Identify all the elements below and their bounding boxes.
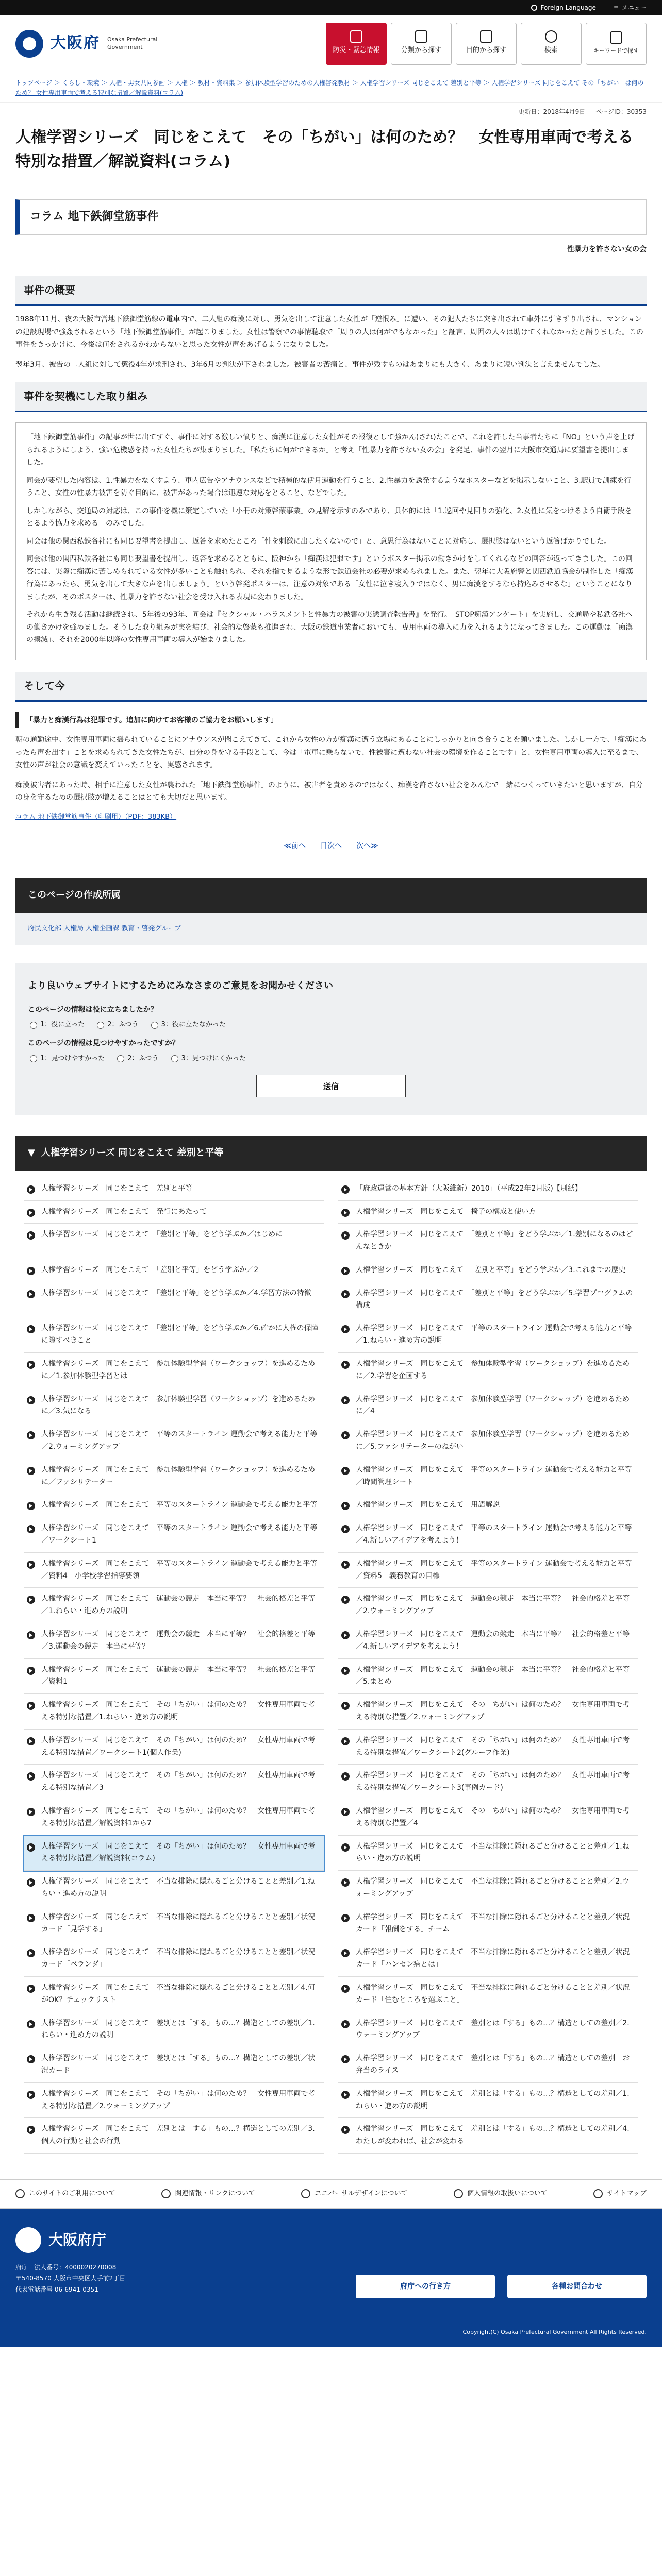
series-list (15, 1171, 647, 2159)
series-list-item[interactable] (338, 1353, 638, 1388)
series-list-item[interactable] (338, 1178, 638, 1201)
efforts-paragraph: 「地下鉄御堂筋事件」の記事が世に出てすぐ、事件に対する激しい憤りと、痴漢に注意した女性がその報復として強かん(され)たことで、これを許した当事者たちに「NO」という声を上げられるようにしよう、強い危機感を持った女性たちが集まりました。「私たちに何ができるか」と考え「性暴力を許さない女の会」を発足、事件の翌月に大阪市交通局に要望書を提出しました。 (26, 433, 635, 467)
dept-link[interactable]: 府民文化部 人権局 人権企画課 教育・啓発グループ (28, 924, 181, 933)
footer-link[interactable] (161, 2188, 255, 2200)
series-list-item[interactable] (338, 1871, 638, 1906)
arrow-right-icon (27, 1667, 35, 1675)
series-link[interactable]: 人権学習シリーズ 同じをこえて 不当な排除に隠れるごと分けることと差別／1.ねらい・進め方の説明 (356, 1842, 630, 1863)
arrow-right-icon (341, 1596, 350, 1604)
section-heading-now: そして今 (15, 672, 647, 702)
series-link[interactable]: 人権学習シリーズ 同じをこえて その「ちがい」は何のため？ 女性専用車両で考える特別な措置／解説資料(コラム) (41, 1842, 316, 1863)
footer-link-label: ユニバーサルデザインについて (315, 2189, 408, 2197)
arrow-right-icon (341, 1878, 350, 1887)
arrow-right-icon (341, 1502, 350, 1510)
series-link[interactable]: 人権学習シリーズ 同じをこえて 参加体験型学習（ワークショップ）を進めるために／2.学習を企画する (356, 1360, 630, 1380)
foreign-language-label: Foreign Language (540, 4, 596, 11)
series-list-item[interactable] (338, 1224, 638, 1259)
series-link[interactable]: 人権学習シリーズ 同じをこえて その「ちがい」は何のため？ 女性専用車両で考える特別な措置／4 (356, 1806, 630, 1827)
arrow-right-icon (341, 2055, 350, 2063)
series-list-item[interactable] (24, 1317, 324, 1353)
series-list-item[interactable] (24, 2118, 324, 2154)
arrow-right-icon (27, 1561, 35, 1569)
arrow-right-icon (341, 1949, 350, 1957)
series-link[interactable]: 人権学習シリーズ 同じをこえて その「ちがい」は何のため？ 女性専用車両で考える特別な措置／ワークシート2(グループ作業) (356, 1736, 630, 1757)
series-link[interactable]: 人権学習シリーズ 同じをこえて 参加体験型学習（ワークショップ）を進めるために／3.気になる (41, 1395, 316, 1416)
search-label: 検索 (544, 46, 558, 55)
series-list-item[interactable] (24, 1388, 324, 1424)
column-signature: 性暴力を許さない女の会 (567, 245, 647, 253)
series-list-item[interactable] (24, 1494, 324, 1517)
disaster-info-button[interactable] (326, 23, 387, 65)
series-link[interactable]: 人権学習シリーズ 同じをこえて 平等のスタートライン 運動会で考える能力と平等 (41, 1501, 318, 1510)
arrow-right-icon (341, 1667, 350, 1675)
footer-link-label: サイトマップ (607, 2189, 647, 2197)
series-list-item[interactable] (338, 1906, 638, 1942)
survey-form (15, 963, 647, 1115)
series-link[interactable]: 「府政運営の基本方針（大阪維新）2010」（平成22年2月版)【別紙】 (356, 1184, 582, 1193)
series-link[interactable]: 人権学習シリーズ 同じをこえて 差別とは「する」もの…？構造としての差別 お弁当のライス (356, 2054, 630, 2075)
keyword-search-button[interactable] (586, 23, 647, 65)
series-list-item[interactable] (338, 1423, 638, 1459)
series-list-item[interactable] (24, 1871, 324, 1906)
series-list-item[interactable] (24, 1517, 324, 1553)
updated-date: 更新日：2018年4月9日 (518, 108, 586, 116)
lock-icon (454, 2189, 463, 2198)
overview-paragraph-1: 1988年11月、夜の大阪市営地下鉄御堂筋線の電車内で、二人組の痴漢に対し、勇気を出して注意した女性が「逆恨み」に遭い、その犯人たちに突き出されて車外に引きずり出され、マンションの建設現場で強姦されるという「地下鉄御堂筋事件」が起こりました。女性は警察での事情聴取で「周りの人は何がでもなかった」と証言、周囲の人々は助けてくれなかったと語りました。この事件をきっかけに、今後は何をされるかわからないと思った女性が声をあげるようになりました。 (15, 315, 643, 349)
series-list-item[interactable] (338, 1765, 638, 1800)
keyword-search-label: キーワードで探す (593, 47, 639, 54)
series-list-item[interactable] (24, 1459, 324, 1495)
arrow-right-icon (341, 2126, 350, 2134)
arrow-right-icon (27, 1702, 35, 1710)
series-list-item[interactable] (24, 1623, 324, 1659)
series-link[interactable]: 人権学習シリーズ 同じをこえて 運動会の競走 本当に平等？ 社会的格差と平等／3.運動会の競走 本当に平等？ (41, 1630, 316, 1651)
series-list-item[interactable] (338, 2047, 638, 2083)
arrow-right-icon (27, 1772, 35, 1781)
radio-button[interactable] (30, 1055, 37, 1062)
series-link[interactable]: 人権学習シリーズ 同じをこえて 平等のスタートライン 運動会で考える能力と平等／2.ウォーミングアップ (41, 1430, 318, 1451)
series-list-item[interactable] (338, 1977, 638, 2012)
arrow-right-icon (341, 1914, 350, 1922)
now-paragraph-1: 朝の通勤途中、女性専用車両に揺られていることにアナウンスが聞こえてきて、これから女性の方が痴漢に遭う立場にあることにしっかりと向き合うことを願いました。しかし一方で、「痴漢にあったら声を出す」ことを求められてきた女性たちが、自分の身を守る手段として、今は「電車に乗らないで、性被害に遭わない社会の環境を作ることです」と、女性専用車両の導入に至るまで、女性の声が社会の意識を変えていったことを、実感されます。 (15, 736, 647, 770)
arrow-right-icon (341, 1325, 350, 1333)
series-link[interactable]: 人権学習シリーズ 同じをこえて 運動会の競走 本当に平等？ 社会的格差と平等／資料1 (41, 1665, 316, 1686)
series-link[interactable]: 人権学習シリーズ 同じをこえて 不当な排除に隠れるごと分けることと差別／状況カード「ハンセン病とは」 (356, 1948, 630, 1969)
footer-corp-number: 法人番号：4000020270008 (34, 2263, 117, 2271)
access-button[interactable]: 府庁への行き方 (356, 2275, 495, 2298)
series-list-item[interactable] (24, 1553, 324, 1588)
series-list-item[interactable] (338, 1941, 638, 1977)
series-list-item[interactable] (338, 1317, 638, 1353)
series-list-item[interactable] (338, 1459, 638, 1495)
series-link[interactable]: 人権学習シリーズ 同じをこえて その「ちがい」は何のため？ 女性専用車両で考える特別な措置／2.ウォーミングアップ (41, 2089, 316, 2110)
series-link[interactable]: 人権学習シリーズ 同じをこえて 運動会の競走 本当に平等？ 社会的格差と平等／2.ウォーミングアップ (356, 1595, 630, 1616)
arrow-right-icon (27, 1985, 35, 1993)
arrow-right-icon (341, 1525, 350, 1533)
series-link[interactable]: 人権学習シリーズ 同じをこえて 差別とは「する」もの…？構造としての差別／4.わたしが変われば、社会が変わる (356, 2125, 630, 2146)
series-link[interactable]: 人権学習シリーズ 同じをこえて 差別とは「する」もの…？構造としての差別／3.個人の行動と社会の行動 (41, 2125, 315, 2146)
option-label: 3：見つけにくかった (181, 1054, 246, 1062)
option-label: 3：役に立たなかった (161, 1021, 226, 1029)
footer-dept: 府庁 (15, 2263, 28, 2271)
series-link[interactable]: 人権学習シリーズ 同じをこえて 平等のスタートライン 運動会で考える能力と平等／資料4 小学校学習指導要領 (41, 1559, 318, 1580)
series-list-item[interactable] (338, 1588, 638, 1623)
series-list-item[interactable] (338, 1259, 638, 1282)
series-list-item[interactable] (24, 1282, 324, 1318)
radio-button[interactable] (30, 1022, 37, 1029)
series-list-item[interactable] (24, 1353, 324, 1388)
site-footer (0, 2209, 662, 2328)
radio-button[interactable] (151, 1022, 158, 1029)
arrow-right-icon (27, 1596, 35, 1604)
series-link[interactable]: 人権学習シリーズ 同じをこえて 不当な排除に隠れるごと分けることと差別／4.何がOK？チェックリスト (41, 1983, 315, 2004)
series-list-item[interactable] (338, 1282, 638, 1318)
efforts-box (15, 422, 647, 660)
keyboard-icon (610, 31, 622, 44)
contact-button[interactable]: 各種お問合わせ (507, 2275, 647, 2298)
series-link[interactable]: 人権学習シリーズ 同じをこえて 差別とは「する」もの…？構造としての差別／1.ねらい・進め方の説明 (356, 2089, 630, 2110)
arrow-right-icon (27, 1467, 35, 1475)
series-list-item[interactable] (338, 1388, 638, 1424)
series-list-item[interactable] (338, 2118, 638, 2154)
arrow-right-icon (27, 1209, 35, 1217)
arrow-right-icon (27, 1290, 35, 1298)
series-link[interactable]: 人権学習シリーズ 同じをこえて 平等のスタートライン 運動会で考える能力と平等／ワークシート1 (41, 1524, 318, 1545)
footer-tel: 代表電話番号 06-6941-0351 (15, 2285, 98, 2293)
menu-label: メニュー (621, 4, 647, 11)
arrow-right-icon (27, 2126, 35, 2134)
series-section (15, 1136, 647, 2159)
series-list-item[interactable] (24, 2047, 324, 2083)
arrow-right-icon (341, 1843, 350, 1852)
info-icon (15, 2189, 25, 2198)
footer-nav (0, 2179, 662, 2209)
link-icon (161, 2189, 171, 2198)
arrow-right-icon (27, 1878, 35, 1887)
category-search-label: 分類から探す (401, 46, 441, 55)
arrow-right-icon (341, 1467, 350, 1475)
series-list-item[interactable] (24, 1730, 324, 1765)
category-search-button[interactable] (391, 23, 452, 65)
survey-option[interactable] (151, 1019, 226, 1031)
arrow-right-icon (27, 1914, 35, 1922)
radio-button[interactable] (117, 1055, 124, 1062)
efforts-paragraph: しかしながら、交通局の対応は、この事件を機に策定していた「小冊の対策啓蒙事業」の見解を示すのみであり、具体的には「1.巡回や見回りの強化、2.女性に気をつけるよう自衛手段をとるよう協力を求める」のみでした。 (26, 506, 632, 528)
series-link[interactable]: 人権学習シリーズ 同じをこえて 参加体験型学習（ワークショップ）を進めるために／ファシリテーター (41, 1465, 316, 1486)
series-list-item[interactable] (24, 1694, 324, 1730)
arrow-right-icon (341, 1985, 350, 1993)
survey-option[interactable] (171, 1053, 246, 1065)
series-link[interactable]: 人権学習シリーズ 同じをこえて 参加体験型学習（ワークショップ）を進めるために／4 (356, 1395, 630, 1416)
series-list-item[interactable] (24, 1906, 324, 1942)
series-list-item[interactable] (338, 1623, 638, 1659)
arrow-right-icon (341, 1290, 350, 1298)
series-link[interactable]: 人権学習シリーズ 同じをこえて 運動会の競走 本当に平等？ 社会的格差と平等／4.新しいアイデアを考えよう！ (356, 1630, 630, 1651)
page-id: ページID：30353 (595, 108, 647, 116)
series-list-item[interactable] (338, 1494, 638, 1517)
series-link[interactable]: 人権学習シリーズ 同じをこえて その「ちがい」は何のため？ 女性専用車両で考える特別な措置／解説資料1から7 (41, 1806, 316, 1827)
series-list-item[interactable] (24, 2083, 324, 2119)
series-link[interactable]: 人権学習シリーズ 同じをこえて 発行にあたって (41, 1207, 207, 1216)
menu-link[interactable] (614, 3, 647, 13)
series-link[interactable]: 人権学習シリーズ 同じをこえて 不当な排除に隠れるごと分けることと差別／2.ウォーミングアップ (356, 1877, 630, 1898)
arrow-right-icon (27, 1325, 35, 1333)
series-list-item[interactable] (338, 2083, 638, 2119)
series-link[interactable]: 人権学習シリーズ 同じをこえて 「差別と平等」をどう学ぶか／6.確かに人権の保障に際すべきこと (41, 1324, 319, 1345)
footer-link[interactable] (454, 2188, 548, 2200)
site-logo[interactable] (15, 30, 164, 58)
series-link[interactable]: 人権学習シリーズ 同じをこえて 「差別と平等」をどう学ぶか／4.学習方法の特徴 (41, 1289, 311, 1297)
prev-link[interactable]: ≪前へ (284, 841, 306, 850)
series-link[interactable]: 人権学習シリーズ 同じをこえて 用語解説 (356, 1501, 500, 1510)
survey-option[interactable] (117, 1053, 158, 1065)
series-list-item[interactable] (24, 1941, 324, 1977)
survey-option[interactable] (30, 1053, 105, 1065)
toc-link[interactable]: 目次へ (320, 841, 342, 850)
series-list-item[interactable] (338, 2012, 638, 2048)
copyright: Copyright(C) Osaka Prefectural Government All Rights Reserved. (0, 2327, 662, 2346)
series-link[interactable]: 人権学習シリーズ 同じをこえて 平等のスタートライン 運動会で考える能力と平等／時間管理シート (356, 1465, 632, 1486)
footer-link[interactable] (301, 2188, 407, 2200)
sitemap-icon (593, 2189, 603, 2198)
series-list-item[interactable] (338, 1836, 638, 1871)
series-list-item[interactable] (24, 1765, 324, 1800)
arrow-right-icon (27, 1949, 35, 1957)
series-link[interactable]: 人権学習シリーズ 同じをこえて 「差別と平等」をどう学ぶか／2 (41, 1266, 259, 1275)
option-label: 2：ふつう (107, 1021, 139, 1029)
efforts-paragraph: 同会は他の関西私鉄各社にも同じ要望書を提出し、返答を求めたところ「性を刺激に出したくないので」と、意思行為はないことに対応し、選択肢はないという返答ばかりでした。 (26, 537, 611, 546)
series-link[interactable]: 人権学習シリーズ 同じをこえて 不当な排除に隠れるごと分けることと差別／状況カード「ベランダ」 (41, 1948, 316, 1969)
series-link[interactable]: 人権学習シリーズ 同じをこえて 差別とは「する」もの…？構造としての差別／状況カード (41, 2054, 316, 2075)
series-list-item[interactable] (24, 1224, 324, 1259)
main-content (0, 199, 662, 2159)
series-list-item[interactable] (338, 1659, 638, 1694)
series-link[interactable]: 人権学習シリーズ 同じをこえて 平等のスタートライン 運動会で考える能力と平等／4.新しいアイデアを考えよう！ (356, 1524, 632, 1545)
survey-options-1 (30, 1019, 634, 1031)
survey-question-2: このページの情報は見つけやすかったですか？ (28, 1039, 179, 1048)
series-list-item[interactable] (24, 2012, 324, 2048)
pager (15, 831, 647, 868)
arrow-right-icon (27, 1431, 35, 1439)
series-link[interactable]: 人権学習シリーズ 同じをこえて 平等のスタートライン 運動会で考える能力と平等／1.ねらい・進め方の説明 (356, 1324, 632, 1345)
arrow-right-icon (27, 2055, 35, 2063)
arrow-right-icon (27, 1396, 35, 1404)
next-link[interactable]: 次へ≫ (356, 841, 378, 850)
series-list-item[interactable] (24, 1800, 324, 1836)
arrow-right-icon (341, 1185, 350, 1194)
series-list-item[interactable] (338, 1694, 638, 1730)
page-meta (0, 103, 662, 122)
section-heading-efforts: 事件を契機にした取り組み (15, 382, 647, 412)
arrow-right-icon (341, 1631, 350, 1639)
survey-question-1: このページの情報は役に立ちましたか？ (28, 1005, 158, 1014)
arrow-right-icon (341, 1209, 350, 1217)
series-link[interactable]: 人権学習シリーズ 同じをこえて 不当な排除に隠れるごと分けることと差別／状況カード「報酬をする」チーム (356, 1912, 630, 1934)
arrow-right-icon (341, 1702, 350, 1710)
pdf-download-link[interactable]: コラム 地下鉄御堂筋事件（印刷用）（PDF：383KB） (15, 812, 177, 821)
arrow-right-icon (341, 1396, 350, 1404)
arrow-right-icon (341, 1561, 350, 1569)
series-list-item[interactable] (338, 1517, 638, 1553)
series-list-item[interactable] (24, 1659, 324, 1694)
series-link[interactable]: 人権学習シリーズ 同じをこえて 不当な排除に隠れるごと分けることと差別／状況カード「住むところを選ぶこと」 (356, 1983, 630, 2004)
series-link[interactable]: 人権学習シリーズ 同じをこえて 「差別と平等」をどう学ぶか／1.差別になるのはどんなときか (356, 1230, 633, 1251)
arrow-right-icon (27, 2020, 35, 2028)
series-list-item[interactable] (338, 1201, 638, 1224)
series-list-item[interactable] (24, 1259, 324, 1282)
top-bar (0, 0, 662, 15)
arrow-right-icon (27, 1502, 35, 1510)
dept-heading: このページの作成所属 (15, 878, 647, 913)
purpose-search-button[interactable] (456, 23, 517, 65)
series-link[interactable]: 人権学習シリーズ 同じをこえて 運動会の競走 本当に平等？ 社会的格差と平等／1.ねらい・進め方の説明 (41, 1595, 316, 1616)
series-list-item[interactable] (338, 1800, 638, 1836)
dept-box (15, 913, 647, 945)
series-link[interactable]: 人権学習シリーズ 同じをこえて 参加体験型学習（ワークショップ）を進めるために／1.参加体験型学習とは (41, 1360, 316, 1380)
footer-link-label: 個人情報の取扱いについて (467, 2189, 548, 2197)
arrow-right-icon (341, 1737, 350, 1745)
arrow-right-icon (341, 1267, 350, 1275)
series-link[interactable]: 人権学習シリーズ 同じをこえて 「差別と平等」をどう学ぶか／5.学習プログラムの構成 (356, 1289, 633, 1310)
search-button[interactable] (521, 23, 582, 65)
footer-org-name: 大阪府庁 (48, 2231, 107, 2249)
series-link[interactable]: 人権学習シリーズ 同じをこえて 運動会の競走 本当に平等？ 社会的格差と平等／5.まとめ (356, 1665, 630, 1686)
arrow-right-icon (341, 2091, 350, 2099)
series-link[interactable]: 人権学習シリーズ 同じをこえて 差別とは「する」もの…？構造としての差別／1.ねらい・進め方の説明 (41, 2019, 315, 2040)
globe-icon (531, 5, 537, 11)
pdf-link-row (15, 811, 647, 823)
arrow-right-icon (27, 1525, 35, 1533)
arrow-right-icon (27, 1631, 35, 1639)
menu-icon: ≡ (613, 4, 619, 11)
series-list-item[interactable] (338, 1553, 638, 1588)
overview-paragraph-2: 翌年3月、被告の二人組に対して懲役4年が求刑され、3年6月の判決が下されました。被害者の苦痛と、事件が残すものはあまりにも大きく、あまりに短い判決と言えませんでした。 (15, 360, 605, 369)
accessibility-icon (301, 2189, 310, 2198)
arrow-right-icon (341, 1808, 350, 1816)
arrow-right-icon (341, 2020, 350, 2028)
arrow-right-icon (341, 1431, 350, 1439)
chevron-down-icon: ▼ (28, 1147, 35, 1159)
series-link[interactable]: 人権学習シリーズ 同じをこえて その「ちがい」は何のため？ 女性専用車両で考える特別な措置／ワークシート1(個人作業) (41, 1736, 316, 1757)
footer-address: 〒540-8570 大阪市中央区大手前2丁目 (15, 2275, 126, 2282)
series-link[interactable]: 人権学習シリーズ 同じをこえて 平等のスタートライン 運動会で考える能力と平等／資料5 義務教育の目標 (356, 1559, 632, 1580)
series-link[interactable]: 人権学習シリーズ 同じをこえて 椅子の構成と使い方 (356, 1207, 536, 1216)
target-icon (480, 30, 492, 43)
survey-option[interactable] (97, 1019, 138, 1031)
series-list-item[interactable] (338, 1730, 638, 1765)
series-link[interactable]: 人権学習シリーズ 同じをこえて その「ちがい」は何のため？ 女性専用車両で考える特別な措置／2.ウォーミングアップ (356, 1701, 630, 1721)
series-list-item[interactable] (24, 1178, 324, 1201)
option-label: 2：ふつう (127, 1054, 159, 1062)
series-link[interactable]: 人権学習シリーズ 同じをこえて その「ちがい」は何のため？ 女性専用車両で考える特別な措置／3 (41, 1771, 316, 1792)
series-link[interactable]: 人権学習シリーズ 同じをこえて 不当な排除に隠れるごと分けることと差別／状況カード「見学する」 (41, 1912, 316, 1934)
series-link[interactable]: 人権学習シリーズ 同じをこえて その「ちがい」は何のため？ 女性専用車両で考える特別な措置／ワークシート3(事例カード) (356, 1771, 630, 1792)
series-link[interactable]: 人権学習シリーズ 同じをこえて 「差別と平等」をどう学ぶか／はじめに (41, 1230, 283, 1239)
series-heading-text: 人権学習シリーズ 同じをこえて 差別と平等 (41, 1147, 224, 1159)
arrow-right-icon (27, 1185, 35, 1194)
quote-heading: 「暴力と痴漢行為は犯罪です。追加に向けてお客様のご協力をお願いします」 (15, 712, 647, 729)
series-list-item[interactable] (24, 1423, 324, 1459)
series-list-item[interactable] (24, 1977, 324, 2012)
column-heading: コラム 地下鉄御堂筋事件 (15, 199, 647, 235)
series-list-item[interactable] (24, 1588, 324, 1623)
breadcrumb-links[interactable]: トップページ ＞ くらし・環境 ＞ 人権・男女共同参画 ＞ 人権 ＞ 教材・資料集 ＞ 参加体験型学習のための人権啓発教材 ＞ 人権学習シリーズ 同じをこえて 差別と平等 ＞ 人権学習シリーズ 同じをこえて その「ちがい」は何のため？ 女性専用車両で考える特別な措置／解説資料(コラム) (15, 79, 644, 97)
now-paragraph-2: 痴漢被害者にあった時、相手に注意した女性が襲われた「地下鉄御堂筋事件」のように、被害者を責めるのではなく、痴漢を許さない社会をみんなで一緒につくっていきたいと思いますが、自分の身を守るための選択肢が増えることはとても大切だと思います。 (15, 781, 643, 802)
arrow-right-icon (27, 1231, 35, 1240)
series-list-item[interactable] (24, 1836, 324, 1871)
series-heading (15, 1136, 647, 1171)
page-title: 人権学習シリーズ 同じをこえて その「ちがい」は何のため？ 女性専用車両で考える特別な措置／解説資料(コラム) (15, 128, 634, 171)
radio-button[interactable] (97, 1022, 104, 1029)
arrow-right-icon (27, 1361, 35, 1369)
survey-options-2 (30, 1053, 634, 1065)
foreign-language-link[interactable] (531, 3, 595, 13)
site-header (0, 15, 662, 72)
efforts-paragraph: 同会が要望した内容は、1.性暴力をなくすよう、車内広告やアナウンスなどで積極的な伊月運動を行うこと、2.性暴力を誘発するようなポスターなどを掲示しないこと、3.駅員で訓練を行うこと、女性の性暴力被害を防ぐ目的に、被害があった場合は迅速な対応をとること、などでした。 (26, 476, 632, 498)
series-link[interactable]: 人権学習シリーズ 同じをこえて その「ちがい」は何のため？ 女性専用車両で考える特別な措置／1.ねらい・進め方の説明 (41, 1701, 316, 1721)
grid-icon (415, 30, 427, 43)
arrow-right-icon (341, 1231, 350, 1240)
survey-heading: より良いウェブサイトにするためにみなさまのご意見をお聞かせください (28, 980, 334, 992)
series-link[interactable]: 人権学習シリーズ 同じをこえて 不当な排除に隠れるごと分けることと差別／1.ねらい・進め方の説明 (41, 1877, 315, 1898)
series-link[interactable]: 人権学習シリーズ 同じをこえて 参加体験型学習（ワークショップ）を進めるために／5.ファシリテーターのねがい (356, 1430, 630, 1451)
section-heading-overview: 事件の概要 (15, 276, 647, 306)
purpose-search-label: 目的から探す (466, 46, 506, 55)
arrow-right-icon (27, 1808, 35, 1816)
footer-logo (15, 2227, 647, 2253)
survey-option[interactable] (30, 1019, 85, 1031)
arrow-right-icon (341, 1361, 350, 1369)
footer-link-label: このサイトのご利用について (29, 2189, 115, 2197)
send-button[interactable]: 送信 (256, 1075, 406, 1097)
radio-button[interactable] (171, 1055, 178, 1062)
logo-text: 大阪府 (51, 34, 100, 53)
arrow-right-icon (27, 2091, 35, 2099)
arrow-right-icon (341, 1772, 350, 1781)
footer-link-label: 関連情報・リンクについて (175, 2189, 255, 2197)
series-link[interactable]: 人権学習シリーズ 同じをこえて 差別と平等 (41, 1184, 193, 1193)
osaka-emblem-icon (15, 30, 43, 58)
arrow-right-icon (27, 1267, 35, 1275)
footer-link[interactable] (593, 2188, 647, 2200)
search-icon (545, 30, 557, 43)
alert-icon (350, 30, 362, 43)
osaka-emblem-icon (15, 2227, 41, 2253)
efforts-paragraph: 同会は他の関西私鉄各社にも同じ要望書を提出し、返答を求めるとともに、阪神から「痴漢は犯罪です」というポスター掲示の働きかけをしてくれるなどの回答が返ってきました。この回答には、実際に痴漢に苦しめられている女性が多いことも触れられ、それを指で見るような形で鉄道会社の必要が求められました。また、翌年に大阪府警と関西鉄道協会が制作した「痴漢行為にあったら、勇気を出して大きな声を出しましょう」という啓発ポスターは、注意の対象である「女性に泣き寝入りではなく、男に痴漢をするなら持込みさせるな」ということになりましたが、そのポスターは、性暴力を許さない社会を受け入れる表現に変わりました。 (26, 555, 633, 601)
disaster-info-label: 防災・緊急情報 (333, 46, 380, 55)
series-link[interactable]: 人権学習シリーズ 同じをこえて 差別とは「する」もの…？構造としての差別／2.ウォーミングアップ (356, 2019, 630, 2040)
series-link[interactable]: 人権学習シリーズ 同じをこえて 「差別と平等」をどう学ぶか／3.これまでの歴史 (356, 1266, 626, 1275)
arrow-right-icon (27, 1843, 35, 1852)
option-label: 1：見つけやすかった (40, 1054, 105, 1062)
series-list-item[interactable] (24, 1201, 324, 1224)
option-label: 1：役に立った (40, 1021, 85, 1029)
logo-subtitle: Osaka Prefectural Government (107, 36, 158, 50)
header-buttons (326, 23, 647, 65)
footer-link[interactable] (15, 2188, 115, 2200)
efforts-paragraph: それから生き残る活動は継続され、5年後の93年、同会は『セクシャル・ハラスメントと性暴力の被害の実態調査報告書』を発行。「STOP痴漢アンケート」を実施し、交通局や私鉄各社への働きかけを強めました。そうした取り組みが実を結び、社会的な啓蒙も推進され、大阪の鉄道事業者においても、専用車両の導入に力を入れるようになってきました。この運動は「痴漢の撲滅」、それを2000年以降の女性専用車両の導入が始まりました。 (26, 611, 633, 645)
arrow-right-icon (27, 1737, 35, 1745)
breadcrumb (0, 72, 662, 103)
